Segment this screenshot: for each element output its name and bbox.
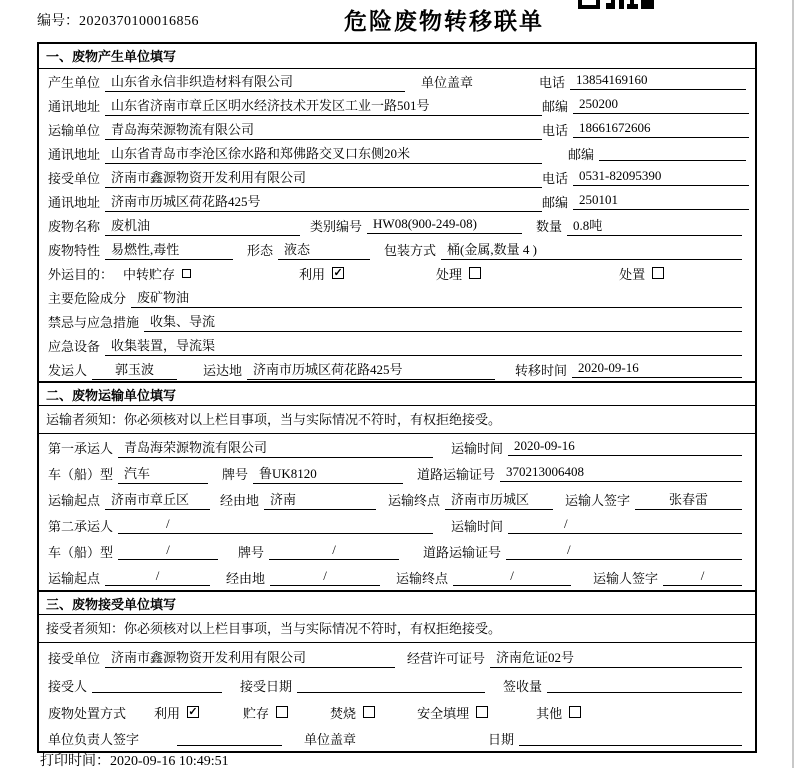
end1-value: 济南市历城区 — [445, 489, 553, 510]
consignor-value: 郭玉波 — [92, 359, 177, 380]
carrier2-date-value: / — [508, 516, 742, 534]
qr-code-icon — [578, 0, 654, 9]
disposal-option-label: 安全填埋 — [417, 705, 470, 721]
equipment-value: 收集装置，导流渠 — [105, 335, 742, 356]
doc-number-label: 编号： — [37, 14, 79, 29]
row-transfer-purpose — [39, 261, 755, 285]
form-label: 形态 — [247, 242, 274, 258]
date-value — [519, 730, 742, 746]
purpose-option-treat — [436, 264, 481, 283]
origin1-label: 运输起点 — [48, 492, 101, 508]
carrier1-date-label: 运输时间 — [451, 440, 504, 456]
packaging-value: 桶(金属,数量 4 ) — [441, 239, 742, 260]
plate2-label: 牌号 — [238, 544, 265, 560]
producer-address-label: 通讯地址 — [48, 98, 101, 114]
section1-title: 一、废物产生单位填写 — [39, 44, 755, 69]
purpose-option-label: 利用 — [299, 266, 326, 282]
transporter-zip-label: 邮编 — [568, 146, 595, 162]
transporter-label: 运输单位 — [48, 122, 101, 138]
disposal-option-utilize — [154, 703, 199, 722]
destination-label: 运达地 — [203, 362, 243, 378]
purpose-option-label: 处理 — [436, 266, 463, 282]
producer-address-value: 山东省济南市章丘区明水经济技术开发区工业一路501号 — [105, 95, 542, 116]
row-transporter-address — [39, 141, 755, 165]
print-time-label: 打印时间： — [40, 754, 110, 768]
row-precautions — [39, 309, 755, 333]
producer-phone-label: 电话 — [539, 74, 566, 90]
disposal-landfill-checkbox — [476, 706, 488, 718]
row-consignor — [39, 357, 755, 381]
unit-seal2-label: 单位盖章 — [304, 731, 357, 747]
row-waste-name — [39, 213, 755, 237]
road-permit1-label: 道路运输证号 — [417, 466, 496, 482]
origin1-value: 济南市章丘区 — [105, 489, 210, 510]
row-vehicle2 — [39, 538, 755, 564]
disposal-option-landfill — [417, 703, 488, 722]
producer-value: 山东省永信非织造材料有限公司 — [105, 71, 405, 92]
row-vehicle1 — [39, 460, 755, 486]
row-receiver — [39, 165, 755, 189]
receive-date-value — [297, 677, 485, 693]
sign2-label: 运输人签字 — [593, 570, 659, 586]
carrier2-value: / — [118, 516, 433, 534]
transporter-zip-value — [599, 145, 746, 161]
disposal-option-label: 焚烧 — [330, 705, 357, 721]
row-recipient — [39, 671, 755, 699]
section-producer — [39, 44, 755, 381]
receiving-unit-value: 济南市鑫源物资开发利用有限公司 — [105, 647, 395, 668]
print-time — [40, 750, 229, 768]
receiver-address-value: 济南市历城区荷花路425号 — [105, 191, 542, 212]
recipient-label: 接受人 — [48, 678, 88, 694]
origin2-label: 运输起点 — [48, 570, 101, 586]
sign1-value: 张春雷 — [635, 489, 742, 510]
disposal-option-other — [536, 703, 581, 722]
responsible-sign-label: 单位负责人签字 — [48, 731, 140, 747]
row-producer — [39, 69, 755, 93]
responsible-sign-value — [177, 730, 282, 746]
quantity-label: 数量 — [536, 218, 563, 234]
sign1-label: 运输人签字 — [565, 492, 631, 508]
plate1-value: 鲁UK8120 — [253, 463, 403, 484]
purpose-option-label: 中转贮存 — [123, 266, 176, 282]
end1-label: 运输终点 — [388, 492, 441, 508]
road-permit1-value: 370213006408 — [500, 464, 742, 482]
row-producer-address — [39, 93, 755, 117]
end2-label: 运输终点 — [396, 570, 449, 586]
road-permit2-value: / — [506, 542, 742, 560]
row-route1 — [39, 486, 755, 512]
disposal-option-incinerate — [330, 703, 375, 722]
receive-date-label: 接受日期 — [240, 678, 293, 694]
vehicle1-label: 车（船）型 — [48, 466, 114, 482]
waste-name-label: 废物名称 — [48, 218, 101, 234]
receiver-notice: 接受者须知：你必须核对以上栏目事项，当与实际情况不符时，有权拒绝接受。 — [39, 615, 755, 643]
via2-value: / — [270, 568, 380, 586]
transporter-value: 青岛海荣源物流有限公司 — [105, 119, 542, 140]
row-emergency-equipment — [39, 333, 755, 357]
row-route2 — [39, 564, 755, 590]
packaging-label: 包装方式 — [384, 242, 437, 258]
receiver-phone-label: 电话 — [542, 170, 569, 186]
receiver-phone-value: 0531-82095390 — [573, 168, 749, 186]
quantity-value: 0.8吨 — [567, 215, 742, 236]
row-receiving-unit — [39, 643, 755, 671]
consignor-label: 发运人 — [48, 362, 88, 378]
row-receiver-address — [39, 189, 755, 213]
characteristics-value: 易燃性,毒性 — [105, 239, 233, 260]
row-responsible-signature — [39, 725, 755, 751]
row-disposal-method — [39, 699, 755, 725]
disposal-option-label: 其他 — [536, 705, 563, 721]
row-second-carrier — [39, 512, 755, 538]
vehicle1-value: 汽车 — [118, 463, 208, 484]
utilize-checkbox: ✓ — [333, 267, 343, 279]
transporter-phone-value: 18661672606 — [573, 120, 749, 138]
purpose-option-utilize — [299, 264, 344, 283]
characteristics-label: 废物特性 — [48, 242, 101, 258]
producer-zip-value: 250200 — [573, 96, 749, 114]
row-first-carrier — [39, 434, 755, 460]
disposal-other-checkbox — [569, 706, 581, 718]
waste-name-value: 废机油 — [105, 215, 300, 236]
section2-title: 二、废物运输单位填写 — [39, 381, 755, 406]
purpose-option-label: 处置 — [619, 266, 646, 282]
transporter-address-label: 通讯地址 — [48, 146, 101, 162]
plate2-value: / — [269, 542, 399, 560]
transfer-date-value: 2020-09-16 — [572, 360, 742, 378]
disposal-option-label: 贮存 — [243, 705, 270, 721]
carrier1-date-value: 2020-09-16 — [508, 438, 742, 456]
page-title: 危险废物转移联单 — [344, 9, 544, 34]
doc-number-value: 2020370100016856 — [79, 14, 199, 29]
section-receiver — [39, 590, 755, 751]
recipient-value — [92, 677, 222, 693]
carrier1-label: 第一承运人 — [48, 440, 114, 456]
dispose-checkbox — [652, 267, 664, 279]
disposal-method-label: 废物处置方式 — [48, 705, 127, 721]
disposal-option-label: 利用 — [154, 705, 181, 721]
receiver-value: 济南市鑫源物资开发利用有限公司 — [105, 167, 542, 188]
road-permit2-label: 道路运输证号 — [423, 544, 502, 560]
transporter-notice: 运输者须知：你必须核对以上栏目事项，当与实际情况不符时，有权拒绝接受。 — [39, 406, 755, 434]
received-qty-value — [547, 677, 742, 693]
section3-title: 三、废物接受单位填写 — [39, 590, 755, 615]
hazard-value: 废矿物油 — [131, 287, 742, 308]
receiving-unit-label: 接受单位 — [48, 650, 101, 666]
carrier2-label: 第二承运人 — [48, 518, 114, 534]
row-main-hazard — [39, 285, 755, 309]
received-qty-label: 签收量 — [503, 678, 543, 694]
purpose-option-transit-storage — [123, 264, 191, 283]
permit-label: 经营许可证号 — [407, 650, 486, 666]
receiver-zip-value: 250101 — [573, 192, 749, 210]
producer-zip-label: 邮编 — [542, 98, 569, 114]
via1-value: 济南 — [264, 489, 376, 510]
end2-value: / — [453, 568, 571, 586]
sign2-value: / — [663, 568, 742, 586]
hazard-label: 主要危险成分 — [48, 290, 127, 306]
print-time-value: 2020-09-16 10:49:51 — [110, 754, 229, 768]
disposal-utilize-checkbox: ✓ — [188, 706, 198, 718]
via2-label: 经由地 — [226, 570, 266, 586]
vehicle2-label: 车（船）型 — [48, 544, 114, 560]
destination-value: 济南市历城区荷花路425号 — [247, 359, 495, 380]
disposal-option-store — [243, 703, 288, 722]
disposal-store-checkbox — [276, 706, 288, 718]
precautions-label: 禁忌与应急措施 — [48, 314, 140, 330]
row-transporter — [39, 117, 755, 141]
row-waste-characteristics — [39, 237, 755, 261]
treat-checkbox — [469, 267, 481, 279]
purpose-option-dispose — [619, 264, 664, 283]
carrier2-date-label: 运输时间 — [451, 518, 504, 534]
transfer-date-label: 转移时间 — [515, 362, 568, 378]
transfer-form-table — [37, 42, 757, 753]
date-label: 日期 — [488, 731, 515, 747]
equipment-label: 应急设备 — [48, 338, 101, 354]
vehicle2-value: / — [118, 542, 218, 560]
receiver-address-label: 通讯地址 — [48, 194, 101, 210]
disposal-incinerate-checkbox — [363, 706, 375, 718]
transporter-phone-label: 电话 — [542, 122, 569, 138]
producer-label: 产生单位 — [48, 74, 101, 90]
origin2-value: / — [105, 568, 210, 586]
form-value: 液态 — [278, 239, 370, 260]
section-transporter — [39, 381, 755, 590]
precautions-value: 收集、导流 — [144, 311, 742, 332]
page-edge-divider — [792, 0, 794, 768]
category-no-value: HW08(900-249-08) — [367, 216, 522, 234]
unit-seal-label: 单位盖章 — [421, 74, 474, 90]
receiver-zip-label: 邮编 — [542, 194, 569, 210]
producer-phone-value: 13854169160 — [570, 72, 746, 90]
receiver-label: 接受单位 — [48, 170, 101, 186]
carrier1-value: 青岛海荣源物流有限公司 — [118, 437, 433, 458]
purpose-label: 外运目的： — [48, 266, 114, 282]
plate1-label: 牌号 — [222, 466, 249, 482]
category-no-label: 类别编号 — [310, 218, 363, 234]
via1-label: 经由地 — [220, 492, 260, 508]
permit-value: 济南危证02号 — [490, 647, 742, 668]
transit-storage-checkbox — [182, 269, 191, 278]
transporter-address-value: 山东省青岛市李沧区徐水路和郑佛路交叉口东侧20米 — [105, 143, 542, 164]
